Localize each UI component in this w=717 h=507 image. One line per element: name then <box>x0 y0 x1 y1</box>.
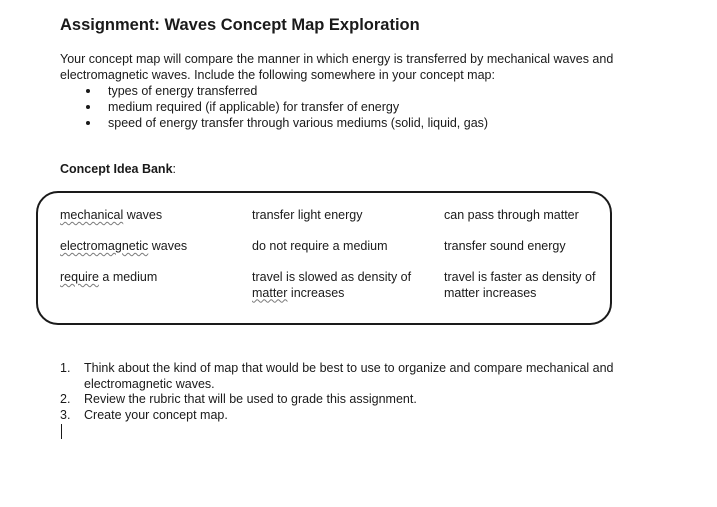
idea-bank-heading <box>60 162 176 176</box>
list-item <box>60 408 640 424</box>
list-item-text: medium required (if applicable) for transfer of energy <box>108 100 400 114</box>
idea-travel-slowed <box>252 270 432 301</box>
idea-transfer-sound-energy: transfer sound energy <box>444 239 566 253</box>
spellcheck-word: mechanical <box>60 208 124 222</box>
step-text: Review the rubric that will be used to grade this assignment. <box>84 392 417 406</box>
bullet-icon <box>86 105 90 109</box>
spellcheck-word: require <box>60 270 99 284</box>
page-title: Assignment: Waves Concept Map Exploration <box>60 16 420 34</box>
spellcheck-word: matter <box>252 285 288 300</box>
step-text: Think about the kind of map that would be best to use to organize and compare mechanical and electromagnetic waves. <box>84 361 614 391</box>
text-cursor[interactable] <box>61 424 62 439</box>
step-number: 3. <box>60 407 71 422</box>
bullet-icon <box>86 89 90 93</box>
idea-mechanical-waves <box>60 208 162 224</box>
list-item-text: types of energy transferred <box>108 84 258 98</box>
step-number: 2. <box>60 392 71 406</box>
step-number: 1. <box>60 361 71 375</box>
steps-list <box>60 361 640 423</box>
idea-bank-heading-label: Concept Idea Bank <box>60 162 173 176</box>
list-item <box>80 83 488 99</box>
idea-text: a medium <box>98 270 158 284</box>
intro-paragraph: Your concept map will compare the manner in which energy is transferred by mechanical waves and electromagnetic waves. Include the following somewhere in your concept map: <box>60 52 614 82</box>
idea-text: increases <box>287 285 345 300</box>
list-item <box>60 361 640 392</box>
idea-can-pass-through-matter: can pass through matter <box>444 208 579 222</box>
idea-do-not-require-medium: do not require a medium <box>252 239 388 253</box>
idea-text: travel is slowed as density of <box>252 270 412 284</box>
spellcheck-word: electromagnetic <box>60 239 149 253</box>
idea-bank-heading-colon: : <box>172 162 177 176</box>
idea-travel-faster: travel is faster as density of matter increases <box>444 270 596 300</box>
idea-text: waves <box>148 239 188 253</box>
idea-transfer-light-energy: transfer light energy <box>252 208 363 222</box>
idea-text: waves <box>123 208 163 222</box>
list-item <box>80 99 488 115</box>
list-item <box>60 392 640 408</box>
list-item-text: speed of energy transfer through various mediums (solid, liquid, gas) <box>108 116 489 130</box>
list-item <box>80 115 488 131</box>
bullet-icon <box>86 121 90 125</box>
requirements-list <box>80 83 488 131</box>
idea-electromagnetic-waves <box>60 239 187 255</box>
step-text: Create your concept map. <box>84 407 228 422</box>
idea-require-medium <box>60 270 157 286</box>
